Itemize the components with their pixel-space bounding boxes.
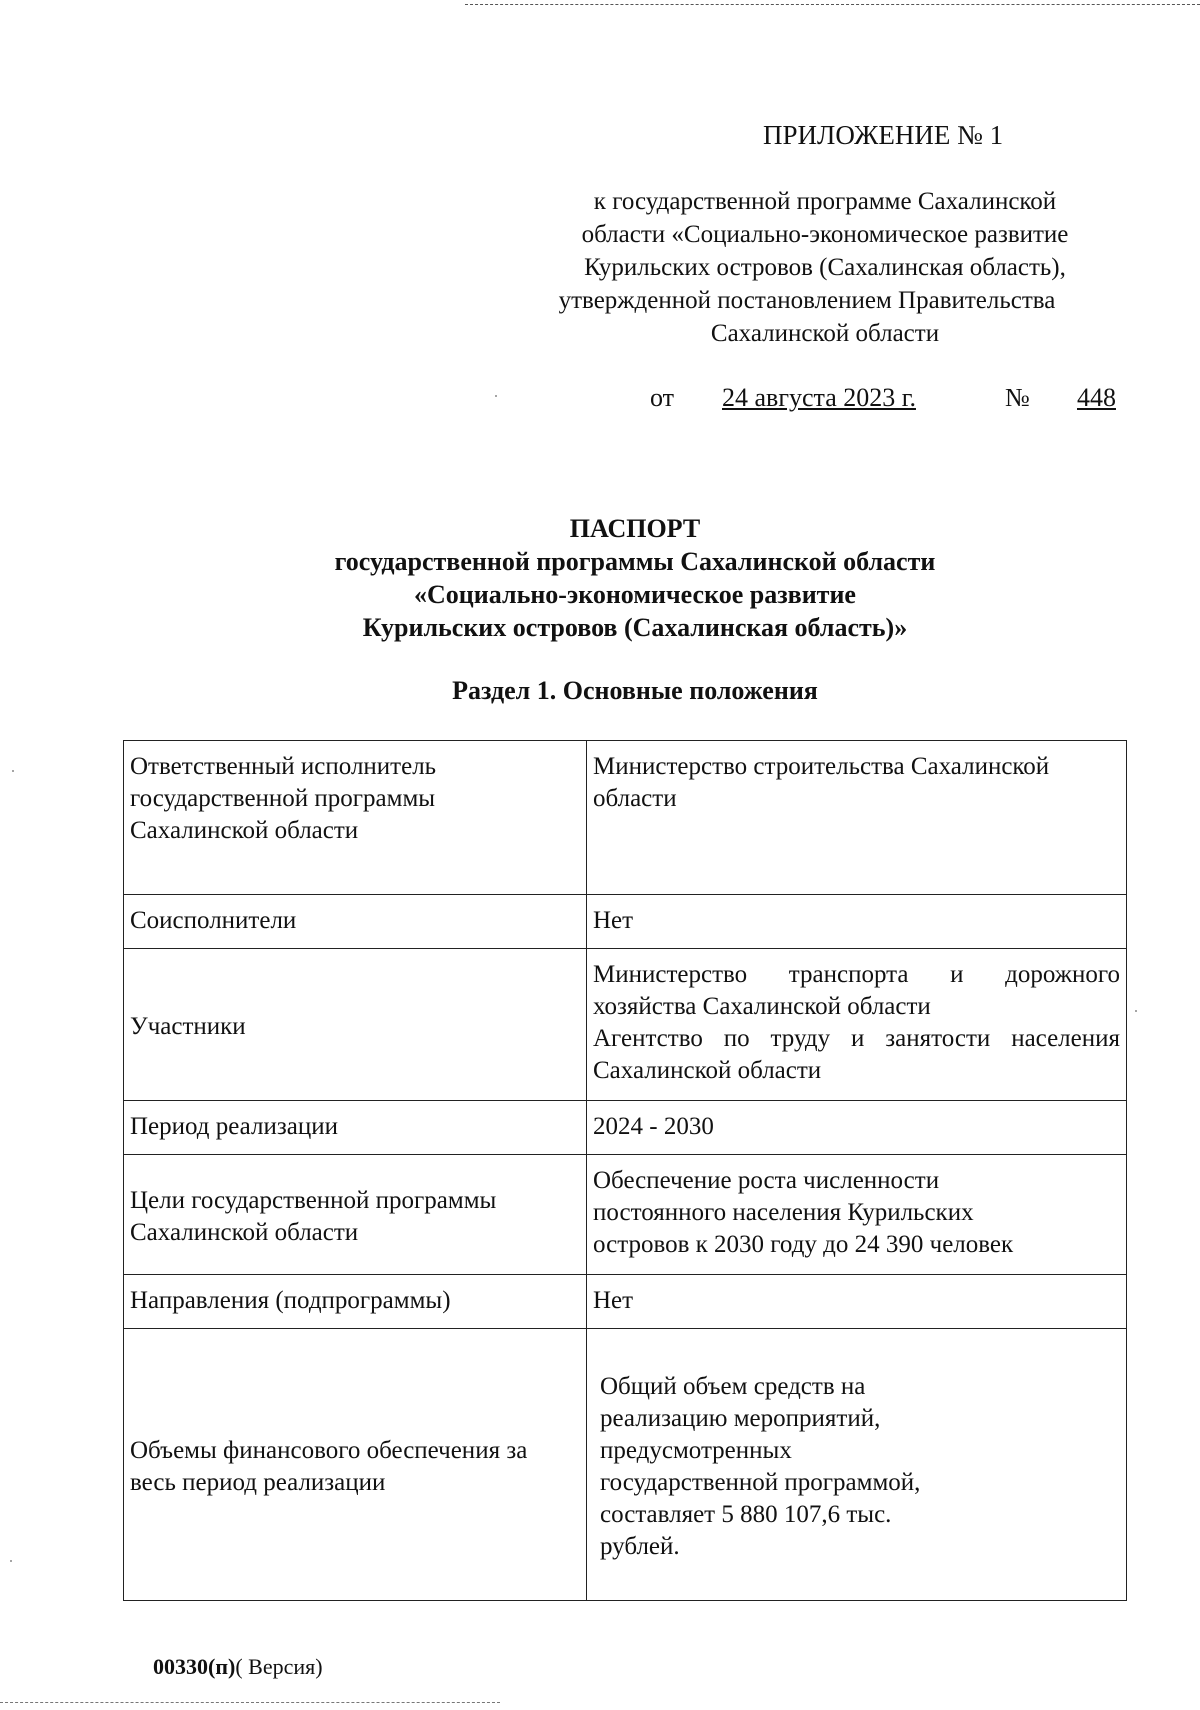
label-line: Направления (подпрограммы)	[130, 1287, 451, 1314]
value-line: Общий объем средств на	[600, 1372, 866, 1400]
passport-table	[123, 740, 1127, 1601]
resolution-date: 24 августа 2023 г.	[722, 383, 916, 412]
resolution-number: 448	[1077, 383, 1116, 412]
value-line: Агентство по труду и занятости населения	[593, 1025, 1120, 1052]
table-row	[124, 895, 1127, 949]
appendix-title: ПРИЛОЖЕНИЕ № 1	[763, 120, 1004, 150]
table-row	[124, 949, 1127, 1101]
appendix-ref-line: Курильских островов (Сахалинская область),	[584, 254, 1066, 281]
row-label	[124, 1275, 587, 1329]
value-line: государственной программой,	[600, 1468, 921, 1496]
value-line: хозяйства Сахалинской области	[593, 993, 931, 1020]
value-line: Сахалинской области	[593, 1057, 822, 1084]
row-value	[587, 1329, 1127, 1601]
appendix-ref-line: утвержденной постановлением Правительства	[558, 287, 1056, 314]
table-row	[124, 741, 1127, 895]
document-version: ( Версия)	[235, 1654, 323, 1679]
scan-bottom-edge	[0, 1702, 500, 1703]
label-line: Период реализации	[130, 1113, 338, 1140]
resolution-date-line	[0, 383, 1200, 417]
label-line: Цели государственной программы	[130, 1186, 497, 1214]
label-line: Сахалинской области	[130, 1218, 359, 1246]
row-value	[587, 895, 1127, 949]
label-line: Соисполнители	[130, 907, 297, 934]
label-line: Сахалинской области	[130, 817, 359, 844]
passport-heading	[0, 512, 1200, 644]
row-value	[587, 1101, 1127, 1155]
value-line: 2024 - 2030	[593, 1113, 714, 1140]
scan-speck	[495, 395, 497, 397]
passport-title-line: «Социально-экономическое развитие	[414, 580, 856, 609]
section-title: Раздел 1. Основные положения	[452, 676, 818, 705]
document-code	[153, 1654, 323, 1680]
document-code-number: 00330(п)	[153, 1654, 236, 1679]
row-label	[124, 1101, 587, 1155]
table-row	[124, 1101, 1127, 1155]
label-line: Объемы финансового обеспечения за	[130, 1436, 528, 1464]
label-line: Участники	[130, 1012, 246, 1040]
date-prefix: от	[650, 383, 675, 412]
value-line: островов к 2030 году до 24 390 человек	[593, 1231, 1014, 1258]
appendix-ref-line: области «Социально-экономическое развитие	[581, 221, 1069, 248]
value-line: составляет 5 880 107,6 тыс.	[600, 1500, 892, 1528]
row-label	[124, 1329, 587, 1601]
value-line: Нет	[593, 1287, 634, 1314]
passport-title-line: Курильских островов (Сахалинская область)»	[362, 613, 908, 642]
value-line: Обеспечение роста численности	[593, 1167, 940, 1194]
value-line: Нет	[593, 907, 634, 934]
value-line: реализацию мероприятий,	[600, 1404, 881, 1432]
table-row	[124, 1329, 1127, 1601]
table-row	[124, 1275, 1127, 1329]
value-line: Министерство строительства Сахалинской	[593, 753, 1050, 780]
scan-speck	[12, 770, 14, 772]
row-value	[587, 949, 1127, 1101]
passport-title: ПАСПОРТ	[569, 514, 701, 543]
table-row	[124, 1155, 1127, 1275]
value-line: Министерство транспорта и дорожного	[593, 961, 1120, 988]
value-line: предусмотренных	[600, 1436, 792, 1464]
appendix-ref-line: Сахалинской области	[710, 320, 940, 347]
appendix-ref-line: к государственной программе Сахалинской	[593, 188, 1057, 215]
appendix-reference	[530, 185, 1120, 350]
scan-speck	[10, 1560, 12, 1562]
number-sign: №	[1005, 383, 1030, 412]
row-value	[587, 1275, 1127, 1329]
value-line: постоянного населения Курильских	[593, 1199, 974, 1226]
row-value	[587, 741, 1127, 895]
row-value	[587, 1155, 1127, 1275]
value-line: рублей.	[600, 1532, 680, 1560]
scan-speck	[1135, 1010, 1137, 1012]
row-label	[124, 895, 587, 949]
label-line: весь период реализации	[130, 1468, 386, 1496]
passport-title-line: государственной программы Сахалинской области	[334, 547, 936, 576]
row-label	[124, 949, 587, 1101]
value-line: области	[593, 785, 677, 812]
row-label	[124, 741, 587, 895]
label-line: государственной программы	[130, 785, 436, 812]
row-label	[124, 1155, 587, 1275]
scan-top-edge	[465, 4, 1200, 5]
label-line: Ответственный исполнитель	[130, 753, 437, 780]
